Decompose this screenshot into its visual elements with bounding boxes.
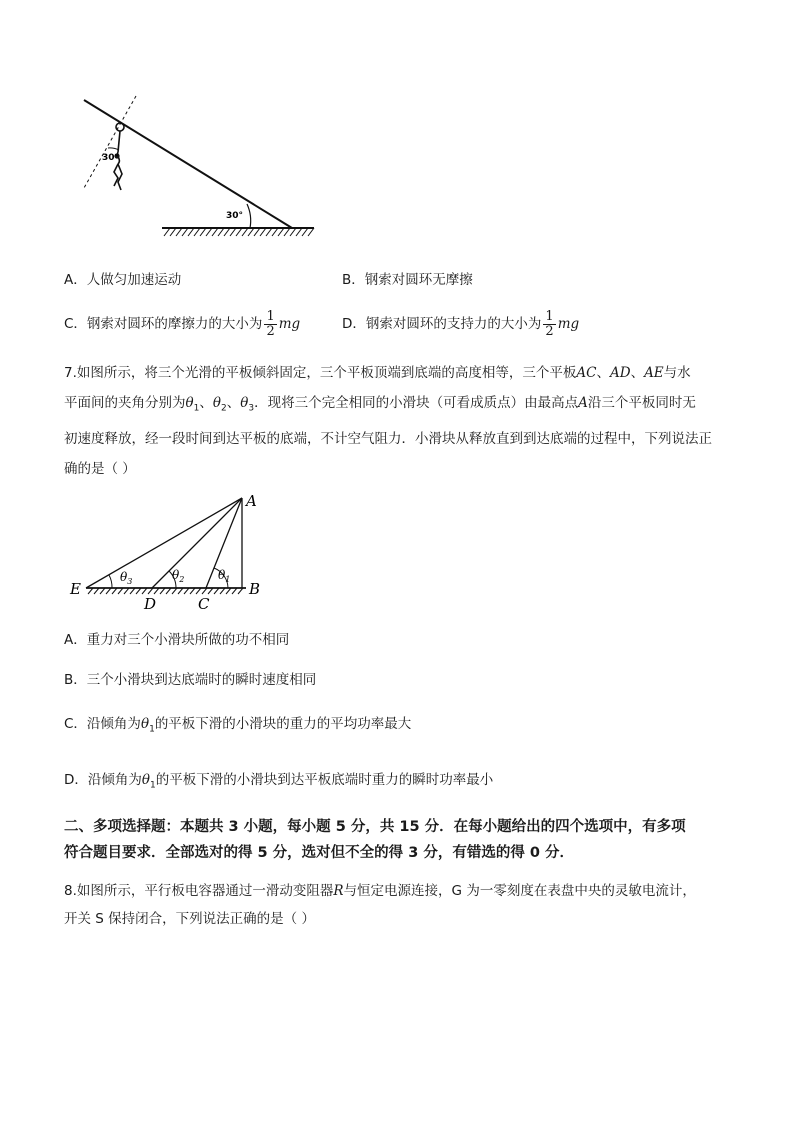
label-B: B xyxy=(249,580,261,598)
angle-label-bottom: 30° xyxy=(226,211,244,221)
ground-hatch xyxy=(164,228,314,236)
q7-option-d: D．沿倾角为$\theta_1$的平板下滑的小滑块到达平板底端时重力的瞬时功率最小 xyxy=(64,772,494,791)
q7-option-a: A．重力对三个小滑块所做的功不相同 xyxy=(64,632,290,648)
ground-hatch xyxy=(88,588,243,594)
angle-arc-top xyxy=(108,148,119,150)
q8-stem: 8.如图所示，平行板电容器通过一滑动变阻器R与恒定电源连接，G 为一零刻度在表盘中央的灵敏电流计， 开关 S 保持闭合，下列说法正确的是（ ） xyxy=(64,883,696,927)
label-C: C xyxy=(198,595,210,613)
arc-theta3 xyxy=(109,575,112,588)
dashed-reference-line xyxy=(84,96,136,188)
q7-stem: 7.如图所示，将三个光滑的平板倾斜固定，三个平板顶端到底端的高度相等，三个平板AC、AD、AE与水 平面间的夹角分别为$\theta_1$、$\theta_2$、$\theta_3$．现将三个完全相同的小滑块（可看成质点）由最高点A沿三个平板同时无 初速度释放，经一段时间到达平板的底端，不计空气阻力．小滑块从释放直到到达底端的过程中，下列说法正 确的是（ ） xyxy=(64,365,712,477)
q7-option-c: C．沿倾角为$\theta_1$的平板下滑的小滑块的重力的平均功率最大 xyxy=(64,716,412,735)
label-theta1: $\theta_1$ xyxy=(218,568,231,584)
label-theta2: $\theta_2$ xyxy=(172,568,185,584)
q6-option-b: B．钢索对圆环无摩擦 xyxy=(342,272,473,288)
section-2-header: 二、多项选择题：本题共 3 小题，每小题 5 分，共 15 分．在每小题给出的四个选项中，有多项 符合题目要求．全部选对的得 5 分，选对但不全的得 3 分，有错选的得 0 分． xyxy=(64,819,686,861)
steel-cable xyxy=(84,100,292,228)
label-A: A xyxy=(246,492,257,510)
q6-option-d: D．钢索对圆环的支持力的大小为 $\frac{1}{2}$ mg xyxy=(342,308,580,339)
q6-option-c: C．钢索对圆环的摩擦力的大小为 $\frac{1}{2}$ mg xyxy=(64,308,301,339)
label-E: E xyxy=(70,580,81,598)
q6-option-a: A．人做匀加速运动 xyxy=(64,272,182,288)
figure-cable-ring xyxy=(70,90,330,250)
q7-option-b: B．三个小滑块到达底端时的瞬时速度相同 xyxy=(64,672,317,688)
angle-label-top: 30° xyxy=(102,153,120,163)
angle-arc-bottom xyxy=(247,204,251,228)
label-D: D xyxy=(144,595,157,613)
label-theta3: $\theta_3$ xyxy=(120,570,133,586)
figure-inclined-planes xyxy=(60,488,280,616)
